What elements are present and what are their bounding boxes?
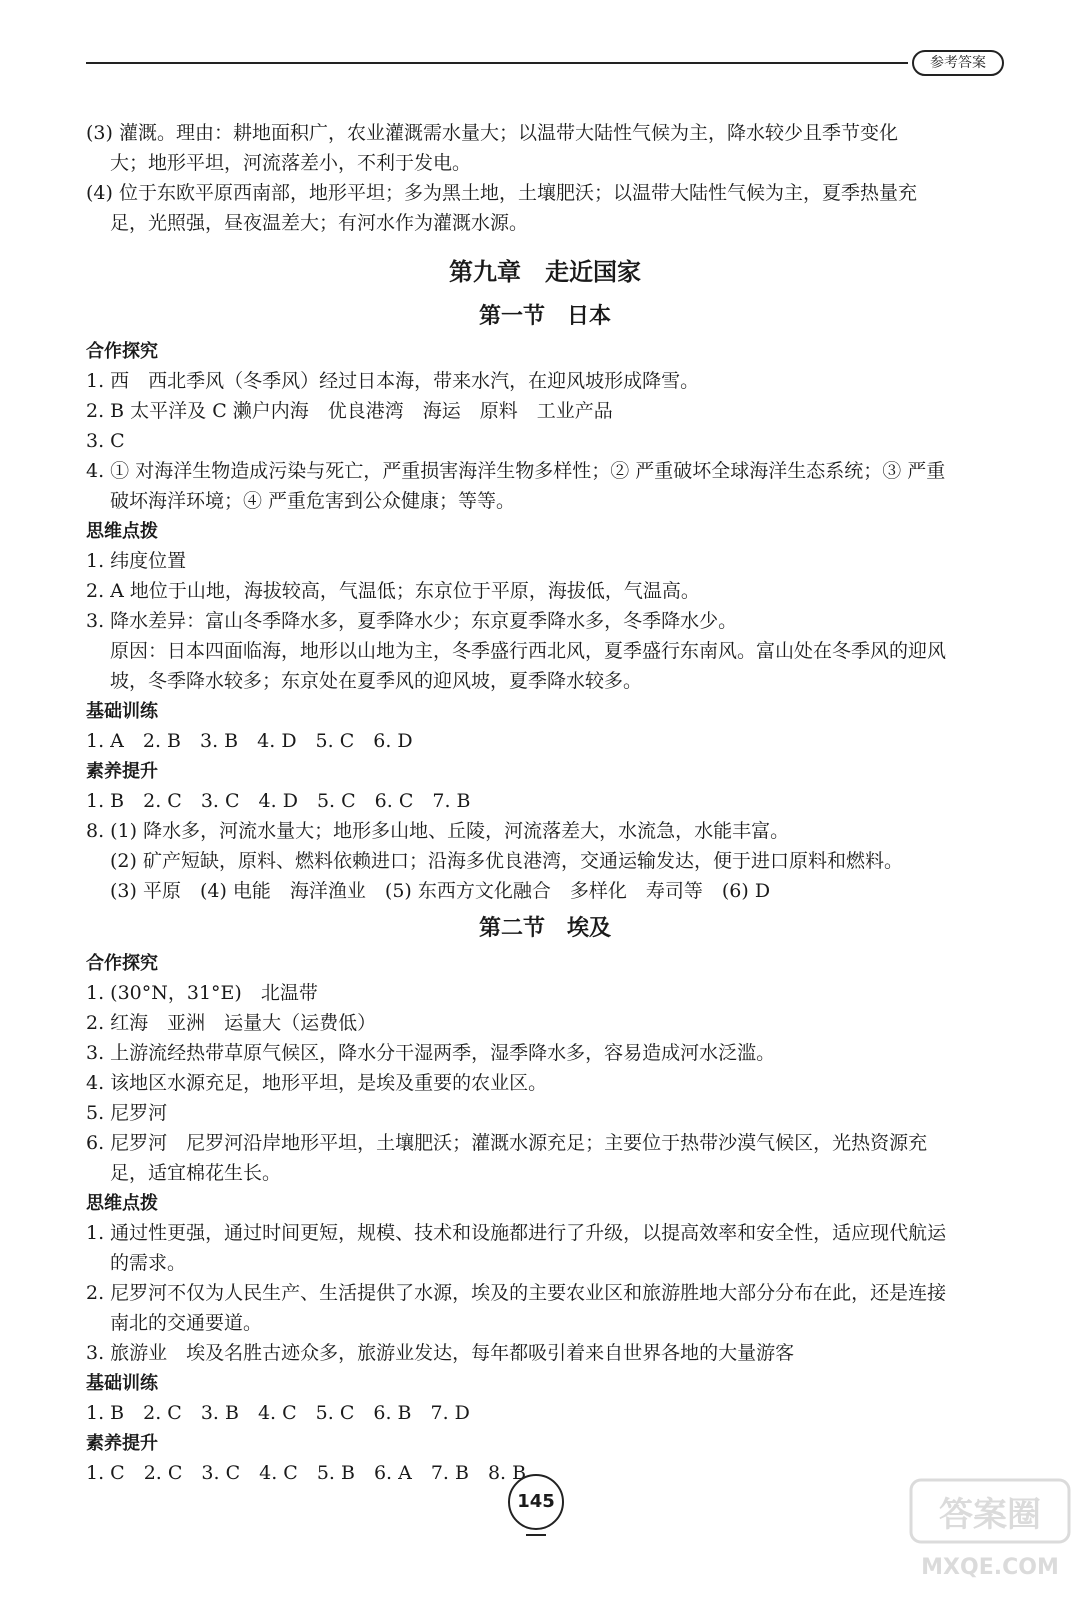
- answer-line: 1. B 2. C 3. B 4. C 5. C 6. B 7. D: [86, 1402, 470, 1424]
- answer-line: 6. 尼罗河 尼罗河沿岸地形平坦，土壤肥沃；灌溉水源充足；主要位于热带沙漠气候区，光热资源充: [86, 1132, 928, 1154]
- section-title-egypt: 第二节 埃及: [478, 916, 611, 941]
- watermark-text: 答案圈: [939, 1495, 1041, 1535]
- subheading: 思维点拨: [86, 1193, 158, 1214]
- answer-line: 1. 西 西北季风（冬季风）经过日本海，带来水汽，在迎风坡形成降雪。: [86, 370, 700, 392]
- answer-line: 2. 尼罗河不仅为人民生产、生活提供了水源，埃及的主要农业区和旅游胜地大部分分布在此，还是连接: [86, 1282, 947, 1304]
- subheading: 素养提升: [86, 761, 158, 782]
- answer-line: (2) 矿产短缺，原料、燃料依赖进口；沿海多优良港湾，交通运输发达，便于进口原料和燃料。: [110, 850, 903, 872]
- text-line: (4) 位于东欧平原西南部，地形平坦；多为黑土地，土壤肥沃；以温带大陆性气候为主，夏季热量充: [86, 182, 917, 204]
- answer-line: 1. A 2. B 3. B 4. D 5. C 6. D: [86, 730, 413, 752]
- subheading: 合作探究: [86, 341, 158, 362]
- subheading: 合作探究: [86, 953, 158, 974]
- text-line: 大；地形平坦，河流落差小，不利于发电。: [110, 152, 472, 174]
- header-badge: 参考答案: [912, 50, 1004, 76]
- answer-line: 5. 尼罗河: [86, 1102, 168, 1124]
- answer-line: 4. 该地区水源充足，地形平坦，是埃及重要的农业区。: [86, 1072, 548, 1094]
- answer-line: 南北的交通要道。: [110, 1312, 263, 1334]
- answer-line: (3) 平原 (4) 电能 海洋渔业 (5) 东西方文化融合 多样化 寿司等 (6) D: [110, 880, 771, 902]
- subheading: 素养提升: [86, 1433, 158, 1454]
- answer-line: 坡，冬季降水较多；东京处在夏季风的迎风坡，夏季降水较多。: [110, 670, 643, 692]
- answer-line: 原因：日本四面临海，地形以山地为主，冬季盛行西北风，夏季盛行东南风。富山处在冬季风的迎风: [110, 640, 947, 662]
- answer-line: 破坏海洋环境；④ 严重危害到公众健康；等等。: [110, 490, 516, 512]
- watermark-logo: [905, 1470, 1075, 1590]
- answer-line: 1. 纬度位置: [86, 550, 187, 572]
- subheading: 思维点拨: [86, 521, 158, 542]
- answer-line: 4. ① 对海洋生物造成污染与死亡，严重损害海洋生物多样性；② 严重破坏全球海洋生态系统；③ 严重: [86, 460, 946, 482]
- header-rule: [86, 62, 908, 64]
- answer-line: 的需求。: [110, 1252, 187, 1274]
- answer-line: 1. 通过性更强，通过时间更短，规模、技术和设施都进行了升级，以提高效率和安全性，适应现代航运: [86, 1222, 947, 1244]
- answer-line: 8. (1) 降水多，河流水量大；地形多山地、丘陵，河流落差大，水流急，水能丰富。: [86, 820, 790, 842]
- answer-line: 3. C: [86, 430, 125, 452]
- page-content: [86, 118, 1004, 1488]
- answer-line: 1. C 2. C 3. C 4. C 5. B 6. A 7. B 8. B: [86, 1462, 527, 1484]
- answer-line: 2. A 地位于山地，海拔较高，气温低；东京位于平原，海拔低，气温高。: [86, 580, 700, 602]
- answer-line: 3. 降水差异：富山冬季降水多，夏季降水少；东京夏季降水多，冬季降水少。: [86, 610, 738, 632]
- page-number-circle: 145: [508, 1474, 564, 1530]
- watermark-domain: MXQE.COM: [921, 1555, 1059, 1580]
- text-line: (3) 灌溉。理由：耕地面积广，农业灌溉需水量大；以温带大陆性气候为主，降水较少且季节变化: [86, 122, 898, 144]
- answer-line: 1. B 2. C 3. C 4. D 5. C 6. C 7. B: [86, 790, 471, 812]
- answer-line: 2. 红海 亚洲 运量大（运费低）: [86, 1012, 377, 1034]
- text-line: 足，光照强，昼夜温差大；有河水作为灌溉水源。: [110, 212, 529, 234]
- subheading: 基础训练: [86, 701, 158, 722]
- answer-line: 足，适宜棉花生长。: [110, 1162, 282, 1184]
- answer-line: 1. (30°N，31°E) 北温带: [86, 982, 318, 1004]
- section-title-japan: 第一节 日本: [478, 304, 611, 329]
- chapter-title: 第九章 走近国家: [449, 258, 641, 286]
- answer-line: 3. 上游流经热带草原气候区，降水分干湿两季，湿季降水多，容易造成河水泛滥。: [86, 1042, 776, 1064]
- answer-line: 3. 旅游业 埃及名胜古迹众多，旅游业发达，每年都吸引着来自世界各地的大量游客: [86, 1342, 795, 1364]
- page-number: [508, 1474, 564, 1530]
- answer-line: 2. B 太平洋及 C 濑户内海 优良港湾 海运 原料 工业产品: [86, 400, 613, 422]
- globe-stand-icon: [526, 1528, 546, 1536]
- subheading: 基础训练: [86, 1373, 158, 1394]
